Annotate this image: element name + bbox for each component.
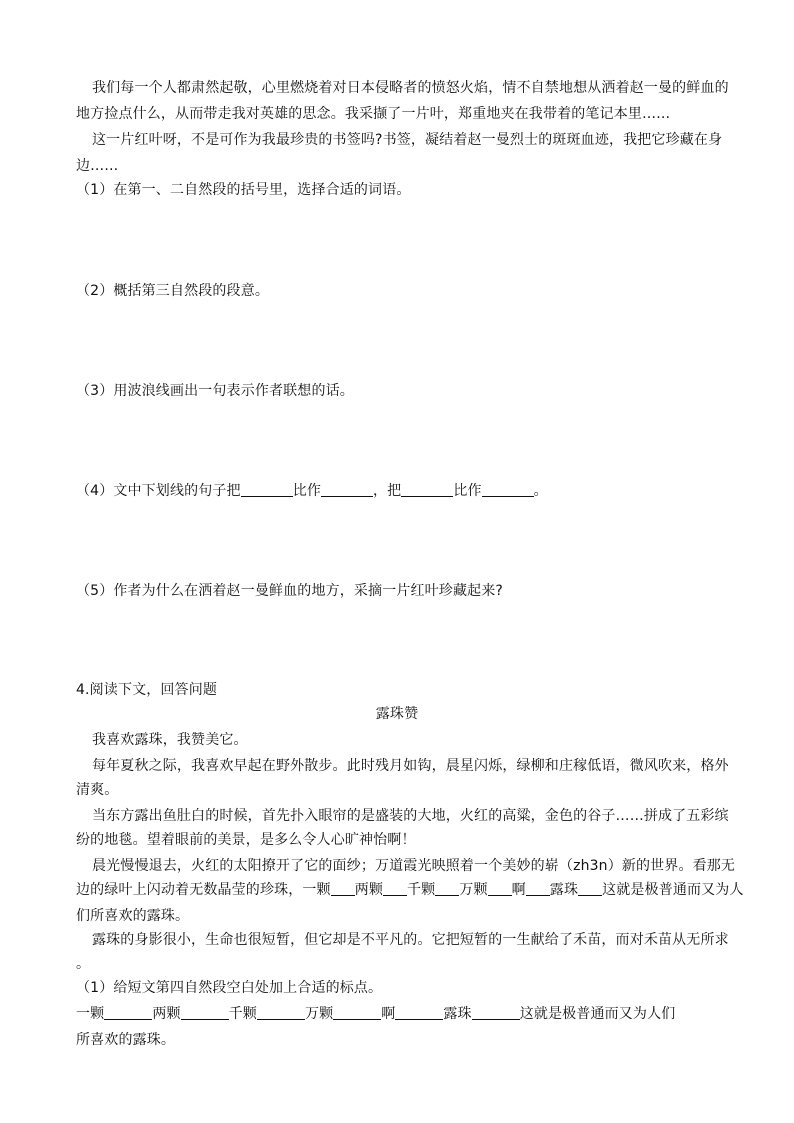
- passage-line: 我们每一个人都肃然起敬，心里燃烧着对日本侵略者的愤怒火焰，情不自禁地想从洒着赵一曼的鲜血的: [92, 80, 729, 96]
- punctuation-blank[interactable]: [383, 881, 407, 896]
- answer-blank[interactable]: [257, 1005, 305, 1020]
- question-5: （5）作者为什么在洒着赵一曼鲜血的地方，采摘一片红叶珍藏起来?: [76, 583, 503, 599]
- passage-line: [76, 880, 744, 900]
- passage-line: 纷的地毯。望着眼前的美景，是多么令人心旷神怡啊！: [76, 832, 416, 848]
- punctuation-blank[interactable]: [526, 881, 550, 896]
- question-3: （3）用波浪线画出一句表示作者联想的话。: [76, 383, 354, 399]
- passage-line: 我喜欢露珠，我赞美它。: [92, 732, 248, 748]
- question-2: （2）概括第三自然段的段意。: [76, 283, 270, 299]
- passage-text: 万颗: [459, 882, 488, 898]
- answer-text: 啊: [381, 1006, 396, 1022]
- question-4-text: 比作: [453, 483, 482, 499]
- answer-blank[interactable]: [241, 482, 293, 497]
- answer-line: 所喜欢的露珠。: [76, 1032, 176, 1048]
- punctuation-blank[interactable]: [578, 881, 602, 896]
- question-4-text: ，把: [373, 483, 402, 499]
- section-4-question-1: （1）给短文第四自然段空白处加上合适的标点。: [76, 980, 383, 996]
- passage-text: 露珠: [549, 882, 579, 898]
- passage-text: 千颗: [407, 882, 436, 898]
- passage-text: 这就是极普通而又为人: [602, 882, 744, 898]
- passage-line: 露珠的身影很小，生命也很短暂，但它却是不平凡的。它把短暂的一生献给了禾苗，而对禾苗从无所求: [92, 932, 729, 948]
- question-4-prefix: （4）文中下划线的句子把: [76, 483, 241, 499]
- answer-blank[interactable]: [472, 1005, 520, 1020]
- passage-line: 们所喜欢的露珠。: [76, 908, 190, 924]
- answer-text: 万颗: [304, 1006, 334, 1022]
- answer-text: 一颗: [76, 1006, 105, 1022]
- passage-line: 当东方露出鱼肚白的时候，首先扑入眼帘的是盛装的大地，火红的高粱，金色的谷子……拼成了五彩缤: [92, 808, 729, 824]
- question-1: （1）在第一、二自然段的括号里，选择合适的词语。: [76, 182, 411, 198]
- answer-text: 这就是极普通而又为人们: [519, 1006, 676, 1022]
- question-4-text: 比作: [292, 483, 322, 499]
- answer-text: 露珠: [443, 1006, 472, 1022]
- question-4: [76, 481, 548, 501]
- answer-blank[interactable]: [401, 482, 453, 497]
- answer-blank[interactable]: [104, 1005, 152, 1020]
- passage-line: 地方捡点什么，从而带走我对英雄的思念。我采撷了一片叶，郑重地夹在我带着的笔记本里……: [76, 106, 671, 122]
- passage-text: 两颗: [354, 882, 384, 898]
- answer-text: 两颗: [152, 1006, 181, 1022]
- answer-line: [76, 1004, 675, 1024]
- passage-line: 边……: [76, 158, 119, 174]
- answer-blank[interactable]: [482, 482, 534, 497]
- answer-blank[interactable]: [333, 1005, 381, 1020]
- passage-line: 晨光慢慢退去，火红的太阳撩开了它的面纱；万道霞光映照着一个美妙的崭（zh3n）新的世界。看那无: [92, 858, 736, 874]
- passage-line: 。: [76, 956, 91, 972]
- passage-line: 这一片红叶呀，不是可作为我最珍贵的书签吗?书签，凝结着赵一曼烈士的斑斑血迹，我把它珍藏在身: [92, 132, 723, 148]
- answer-blank[interactable]: [395, 1005, 443, 1020]
- passage-line: 清爽。: [76, 782, 119, 798]
- passage-text: 啊: [511, 882, 526, 898]
- answer-blank[interactable]: [181, 1005, 229, 1020]
- answer-text: 千颗: [228, 1006, 257, 1022]
- passage-title: 露珠赞: [375, 706, 419, 722]
- question-4-end: 。: [533, 483, 548, 499]
- punctuation-blank[interactable]: [488, 881, 512, 896]
- punctuation-blank[interactable]: [435, 881, 459, 896]
- section-4-heading: 4.阅读下文，回答问题: [76, 682, 218, 698]
- passage-text: 边的绿叶上闪动着无数晶莹的珍珠，一颗: [76, 882, 331, 898]
- passage-line: 每年夏秋之际，我喜欢早起在野外散步。此时残月如钩，晨星闪烁，绿柳和庄稼低语，微风吹来，格外: [92, 758, 729, 774]
- answer-blank[interactable]: [321, 482, 373, 497]
- punctuation-blank[interactable]: [331, 881, 355, 896]
